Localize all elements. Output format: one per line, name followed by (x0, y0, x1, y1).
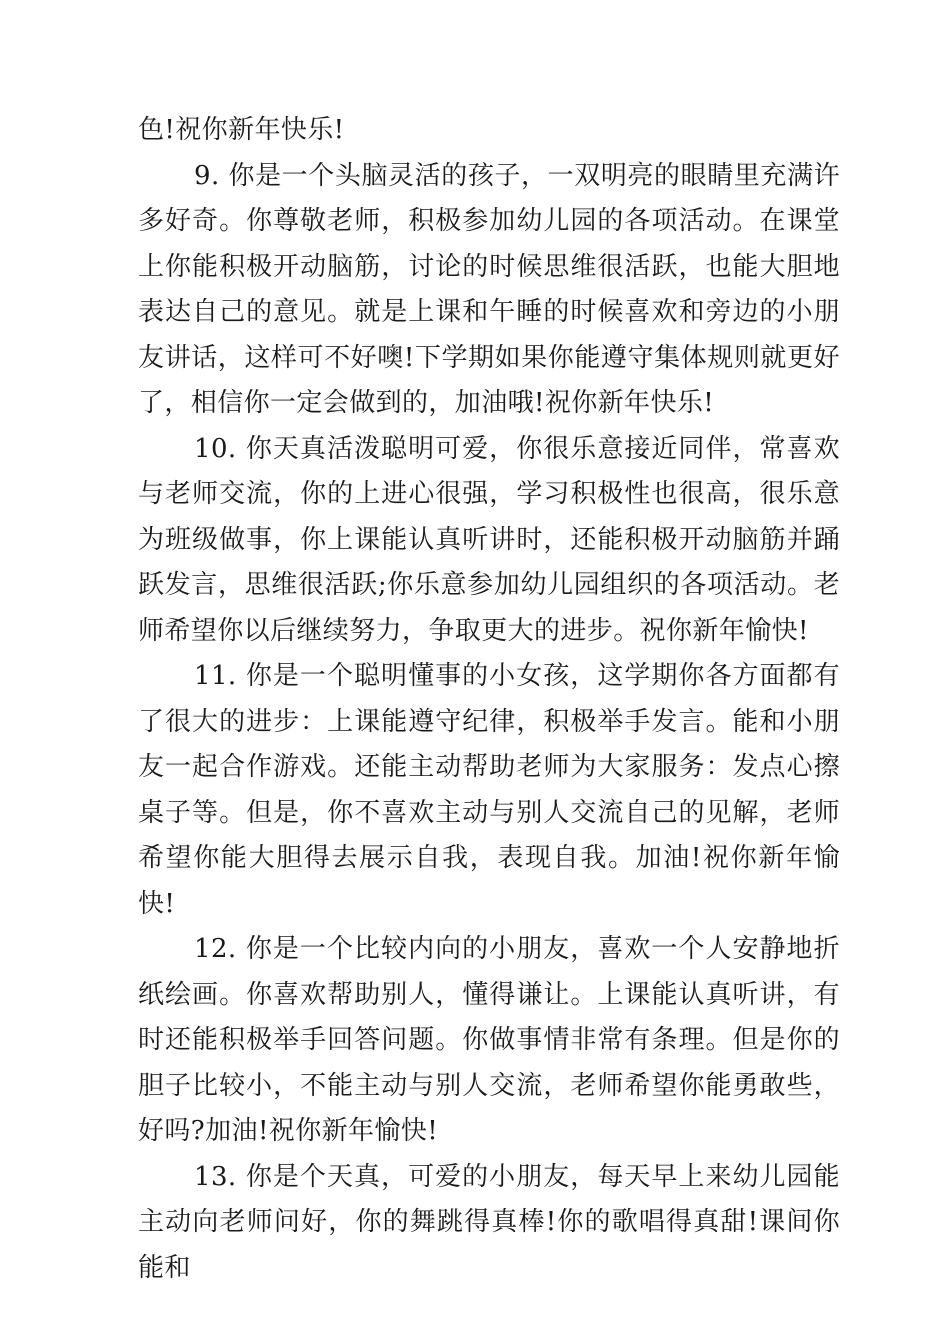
paragraph-12: 12. 你是一个比较内向的小朋友，喜欢一个人安静地折纸绘画。你喜欢帮助别人，懂得谦让。上课能认真听讲，有时还能积极举手回答问题。你做事情非常有条理。但是你的胆子比较小，不能主动与别人交流，老师希望你能勇敢些，好吗?加油!祝你新年愉快! (138, 934, 840, 1146)
paragraph-10: 10. 你天真活泼聪明可爱，你很乐意接近同伴，常喜欢与老师交流，你的上进心很强，学习积极性也很高，很乐意为班级做事，你上课能认真听讲时，还能积极开动脑筋并踊跃发言，思维很活跃;你乐意参加幼儿园组织的各项活动。老师希望你以后继续努力，争取更大的进步。祝你新年愉快! (138, 433, 840, 646)
paragraph-continuation: 色!祝你新年快乐! (138, 115, 345, 145)
paragraph-9: 9. 你是一个头脑灵活的孩子，一双明亮的眼睛里充满许多好奇。你尊敬老师，积极参加幼儿园的各项活动。在课堂上你能积极开动脑筋，讨论的时候思维很活跃，也能大胆地表达自己的意见。就是上课和午睡的时候喜欢和旁边的小朋友讲话，这样可不好噢!下学期如果你能遵守集体规则就更好了，相信你一定会做到的，加油哦!祝你新年快乐! (138, 160, 840, 418)
paragraph-13: 13. 你是个天真，可爱的小朋友，每天早上来幼儿园能主动向老师问好，你的舞跳得真棒!你的歌唱得真甜!课间你能和 (138, 1161, 840, 1283)
paragraph-11: 11. 你是一个聪明懂事的小女孩，这学期你各方面都有了很大的进步：上课能遵守纪律，积极举手发言。能和小朋友一起合作游戏。还能主动帮助老师为大家服务：发点心擦桌子等。但是，你不喜欢主动与别人交流自己的见解，老师希望你能大胆得去展示自我，表现自我。加油!祝你新年愉快! (138, 661, 840, 919)
document-body (138, 108, 840, 1291)
